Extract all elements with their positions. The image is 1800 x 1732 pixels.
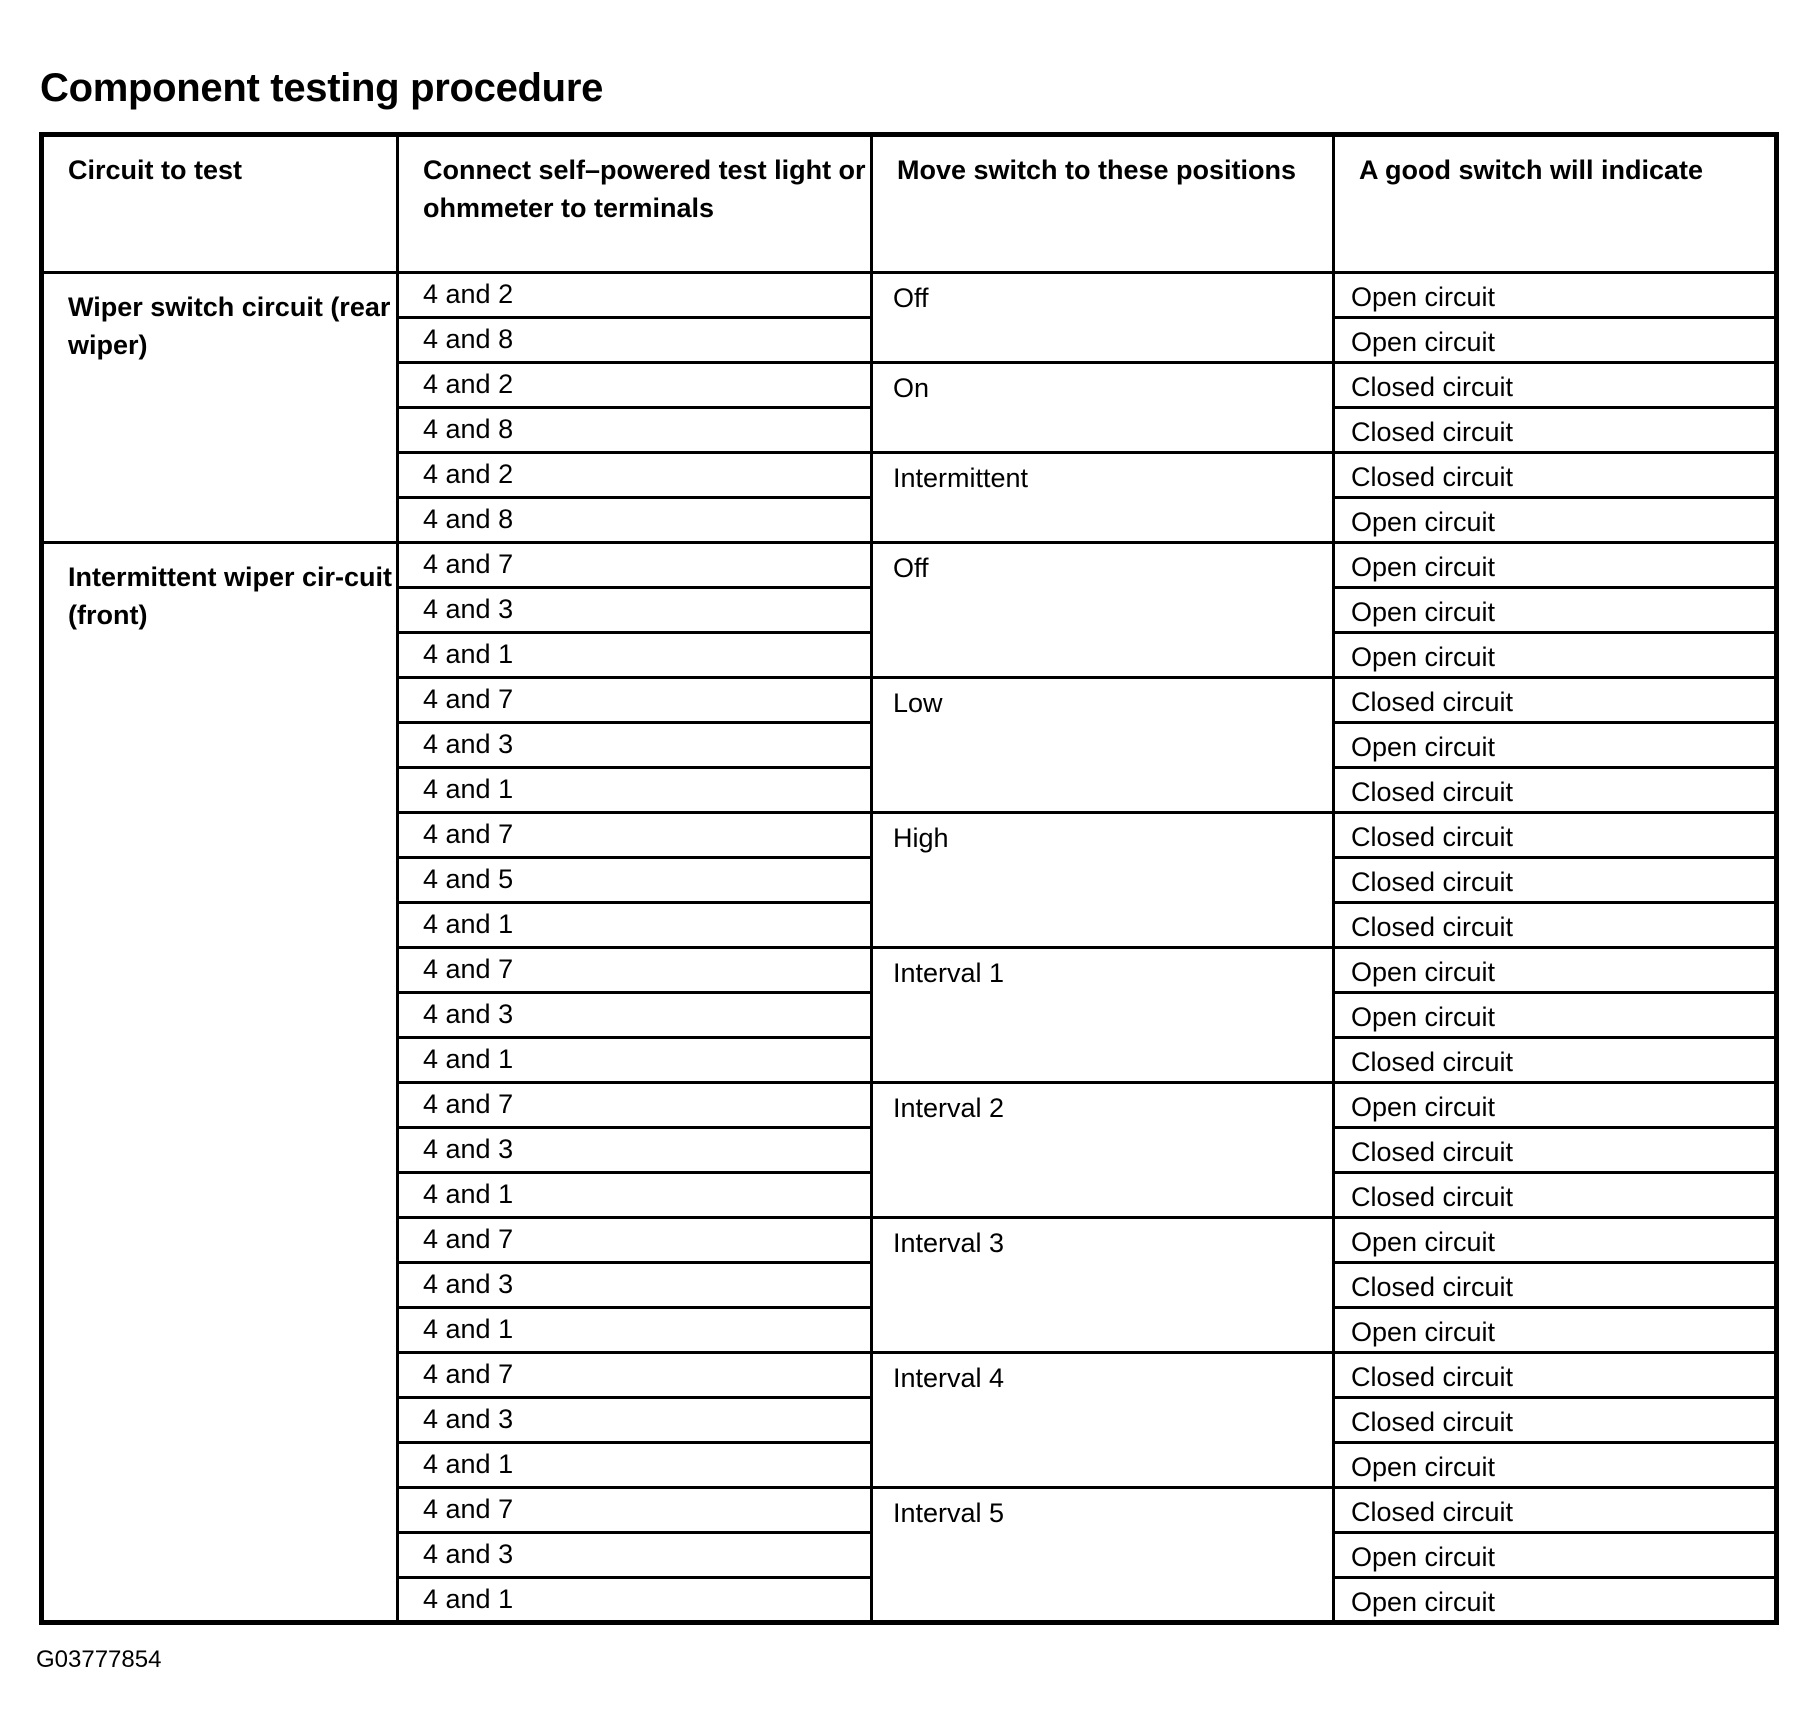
switch-position-cell: Interval 2	[872, 1083, 1334, 1218]
terminals-cell: 4 and 1	[398, 1038, 872, 1083]
result-cell: Open circuit	[1334, 1308, 1777, 1353]
terminals-cell: 4 and 1	[398, 903, 872, 948]
terminals-cell: 4 and 7	[398, 813, 872, 858]
result-cell: Open circuit	[1334, 1533, 1777, 1578]
result-cell: Open circuit	[1334, 1083, 1777, 1128]
circuit-name-cell: Wiper switch circuit (rear wiper)	[42, 273, 398, 543]
table-row	[42, 543, 1777, 588]
column-header-positions: Move switch to these positions	[872, 135, 1334, 273]
terminals-cell: 4 and 3	[398, 1533, 872, 1578]
terminals-cell: 4 and 2	[398, 273, 872, 318]
result-cell: Closed circuit	[1334, 1128, 1777, 1173]
table-row	[42, 273, 1777, 318]
result-cell: Closed circuit	[1334, 1263, 1777, 1308]
terminals-cell: 4 and 3	[398, 1263, 872, 1308]
result-cell: Open circuit	[1334, 723, 1777, 768]
table-header-row	[42, 135, 1777, 273]
result-cell: Open circuit	[1334, 1443, 1777, 1488]
result-cell: Closed circuit	[1334, 768, 1777, 813]
column-header-terminals: Connect self–powered test light or ohmmeter to terminals	[398, 135, 872, 273]
result-cell: Closed circuit	[1334, 1038, 1777, 1083]
switch-position-cell: On	[872, 363, 1334, 453]
terminals-cell: 4 and 7	[398, 1353, 872, 1398]
result-cell: Closed circuit	[1334, 1173, 1777, 1218]
result-cell: Closed circuit	[1334, 813, 1777, 858]
terminals-cell: 4 and 7	[398, 1488, 872, 1533]
result-cell: Closed circuit	[1334, 1398, 1777, 1443]
terminals-cell: 4 and 1	[398, 633, 872, 678]
result-cell: Open circuit	[1334, 633, 1777, 678]
terminals-cell: 4 and 1	[398, 1443, 872, 1488]
result-cell: Open circuit	[1334, 543, 1777, 588]
switch-position-cell: Interval 1	[872, 948, 1334, 1083]
switch-position-cell: Interval 3	[872, 1218, 1334, 1353]
result-cell: Open circuit	[1334, 993, 1777, 1038]
terminals-cell: 4 and 3	[398, 1128, 872, 1173]
switch-position-cell: Low	[872, 678, 1334, 813]
result-cell: Open circuit	[1334, 498, 1777, 543]
column-header-circuit: Circuit to test	[42, 135, 398, 273]
terminals-cell: 4 and 7	[398, 1083, 872, 1128]
component-testing-table	[39, 132, 1779, 1625]
result-cell: Closed circuit	[1334, 1488, 1777, 1533]
terminals-cell: 4 and 2	[398, 363, 872, 408]
terminals-cell: 4 and 7	[398, 948, 872, 993]
result-cell: Closed circuit	[1334, 678, 1777, 723]
result-cell: Closed circuit	[1334, 903, 1777, 948]
terminals-cell: 4 and 3	[398, 723, 872, 768]
result-cell: Open circuit	[1334, 1578, 1777, 1623]
table-body	[42, 273, 1777, 1623]
result-cell: Open circuit	[1334, 588, 1777, 633]
terminals-cell: 4 and 1	[398, 1173, 872, 1218]
terminals-cell: 4 and 3	[398, 588, 872, 633]
switch-position-cell: Off	[872, 543, 1334, 678]
switch-position-cell: High	[872, 813, 1334, 948]
switch-position-cell: Off	[872, 273, 1334, 363]
switch-position-cell: Interval 5	[872, 1488, 1334, 1623]
result-cell: Open circuit	[1334, 948, 1777, 993]
switch-position-cell: Intermittent	[872, 453, 1334, 543]
terminals-cell: 4 and 1	[398, 768, 872, 813]
result-cell: Closed circuit	[1334, 858, 1777, 903]
switch-position-cell: Interval 4	[872, 1353, 1334, 1488]
result-cell: Open circuit	[1334, 318, 1777, 363]
terminals-cell: 4 and 7	[398, 543, 872, 588]
terminals-cell: 4 and 5	[398, 858, 872, 903]
result-cell: Closed circuit	[1334, 363, 1777, 408]
terminals-cell: 4 and 7	[398, 1218, 872, 1263]
result-cell: Open circuit	[1334, 273, 1777, 318]
result-cell: Closed circuit	[1334, 1353, 1777, 1398]
circuit-name-cell: Intermittent wiper cir-cuit (front)	[42, 543, 398, 1623]
terminals-cell: 4 and 8	[398, 498, 872, 543]
terminals-cell: 4 and 3	[398, 993, 872, 1038]
result-cell: Closed circuit	[1334, 453, 1777, 498]
terminals-cell: 4 and 8	[398, 408, 872, 453]
page-title: Component testing procedure	[40, 66, 604, 110]
figure-id: G03777854	[36, 1646, 162, 1673]
terminals-cell: 4 and 2	[398, 453, 872, 498]
result-cell: Open circuit	[1334, 1218, 1777, 1263]
terminals-cell: 4 and 7	[398, 678, 872, 723]
terminals-cell: 4 and 1	[398, 1578, 872, 1623]
column-header-indication: A good switch will indicate	[1334, 135, 1777, 273]
terminals-cell: 4 and 1	[398, 1308, 872, 1353]
result-cell: Closed circuit	[1334, 408, 1777, 453]
terminals-cell: 4 and 3	[398, 1398, 872, 1443]
terminals-cell: 4 and 8	[398, 318, 872, 363]
